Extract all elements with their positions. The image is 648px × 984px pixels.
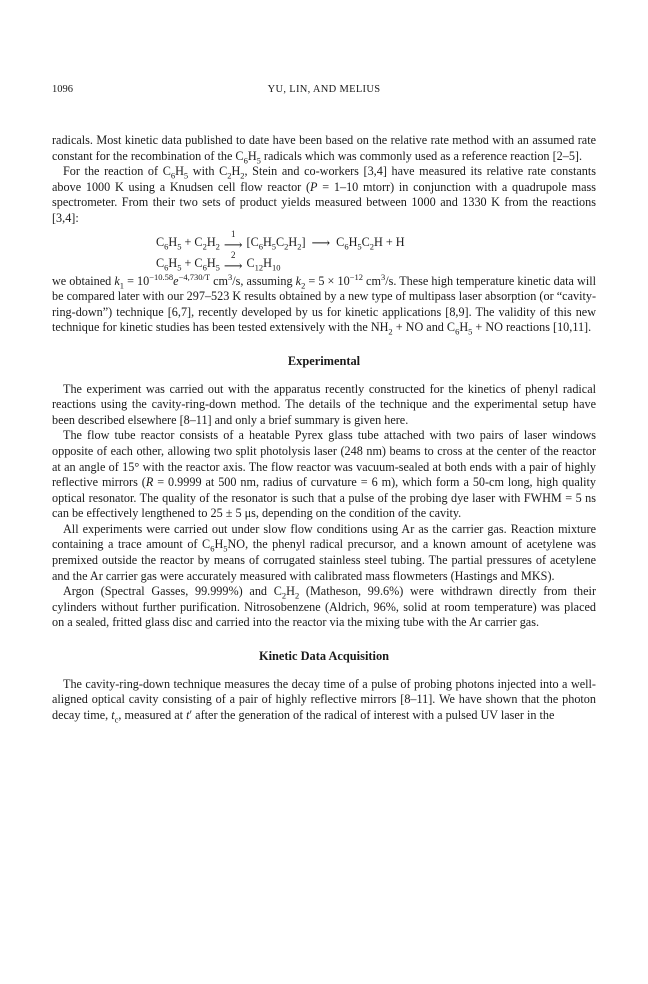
rate-exponent-2: −4,730/T (178, 271, 211, 282)
rate-paragraph (52, 271, 596, 337)
paragraph: The cavity-ring-down technique measures the decay time of a pulse of probing photons injected into a well-aligned optical cavity consisting of a pair of highly reflective mirrors [8–11]. We have shown that the photon decay time, $t_c$, measured at t′ after the generation of the radical of interest with a pulsed UV laser in the (52, 676, 596, 725)
reaction-lhs: $C_6H_5 + C_2H_2$ (156, 234, 220, 252)
page-number: 1096 (52, 84, 73, 95)
paragraph: All experiments were carried out under slow flow conditions using Ar as the carrier gas. Reaction mixture containing a trace amount of $C_6H_5NO$, the phenyl radical precursor, and a known amount of acetylene was premixed outside the reactor by means of corrugated stainless steel tubing. The partial pressures of acetylene and the Ar carrier gas were accurately measured with calibrated mass flowmeters (Hastings and MKS). (52, 521, 596, 583)
section-heading-kinetic-data-acquisition: Kinetic Data Acquisition (258, 649, 390, 664)
article-body (52, 133, 596, 723)
rate-exponent-1: −10.58 (149, 271, 174, 282)
reaction-lhs: $C_6H_5 + C_6H_5$ (156, 255, 220, 273)
reaction-intermediate: $[C_6H_5C_2H_2]$ (246, 234, 306, 252)
running-head-authors: YU, LIN, AND MELIUS (267, 84, 381, 95)
reaction-arrow (224, 230, 243, 251)
reaction-rhs: $C_6H_5C_2H + H$ (336, 234, 405, 252)
paragraph: The flow tube reactor consists of a heatable Pyrex glass tube attached with two pairs of laser windows opposite of each other, allowing two split photolysis laser (248 nm) beams to cross at the center of the reactor at an angle of 15° with the reactor axis. The flow reactor was vacuum-sealed at both ends with a pair of highly reflective mirrors (R = 0.9999 at 500 nm, radius of curvature = 6 m), which form a 50-cm long, high quality optical resonator. The quality of the resonator is such that a pulse of the probing dye laser with FWHM = 5 ns can be effectively lengthened to 25 ± 5 μs, depending on the condition of the cavity. (52, 428, 596, 521)
running-head (52, 84, 596, 98)
reaction-2 (156, 251, 596, 272)
reaction-1 (156, 230, 596, 251)
rate-prefix: we obtained $k_1 = 10$ (52, 273, 150, 290)
rate-e: e (173, 273, 179, 288)
right-arrow-icon: ⟶ (311, 234, 331, 250)
reaction-label: 1 (230, 228, 236, 239)
right-arrow-icon: ⟶ (223, 257, 243, 273)
paragraph: For the reaction of $C_6H_5$ with $C_2H_2$, Stein and co-workers [3,4] have measured its relative rate constants above 1000 K using a Knudsen cell flow reactor (P = 1–10 mtorr) in conjunction with a quadrupole mass spectrometer. From their two sets of product yields measured between 1000 and 1330 K from the reactions [3,4]: (52, 164, 596, 225)
paragraph: Argon (Spectral Gasses, 99.999%) and $C_2H_2$ (Matheson, 99.6%) were withdrawn directly from their cylinders without further purification. Nitrosobenzene (Aldrich, 96%, solid at room temperature) was placed on a sealed, fritted glass disc and carried into the reactor via the mixing tube with the Ar carrier gas. (52, 584, 596, 630)
reaction-arrow (224, 251, 243, 272)
paragraph: The experiment was carried out with the apparatus recently constructed for the kinetics of phenyl radical reactions using the cavity-ring-down method. The details of the technique and the experimental setup have been described elsewhere [8–11] and only a brief summary is given here. (52, 381, 596, 427)
paragraph: radicals. Most kinetic data published to date have been based on the relative rate method with an assumed rate constant for the recombination of the $C_6H_5$ radicals which was commonly used as a reference reaction [2–5]. (52, 133, 596, 166)
section-heading-experimental: Experimental (287, 353, 361, 368)
right-arrow-icon: ⟶ (223, 236, 243, 252)
rate-suffix: $cm^3/s$, assuming $k_2 = 5 \times 10^{-12}$ $cm^3/s$. These high temperature kinetic data will be compared later with our 297–523 K results obtained by a new type of multipass laser absorption (or “cavity-ring-down”) technique [6,7], recently developed by us for kinetic applications [8,9]. The validity of this new technique for kinetic studies has been tested extensively with the $NH_2$ + NO and $C_6H_5$ + NO reactions [10,11]. (52, 271, 596, 337)
reaction-rhs: $C_{12}H_{10}$ (246, 255, 281, 273)
reaction-label: 2 (230, 249, 236, 260)
reaction-equations (52, 230, 596, 272)
